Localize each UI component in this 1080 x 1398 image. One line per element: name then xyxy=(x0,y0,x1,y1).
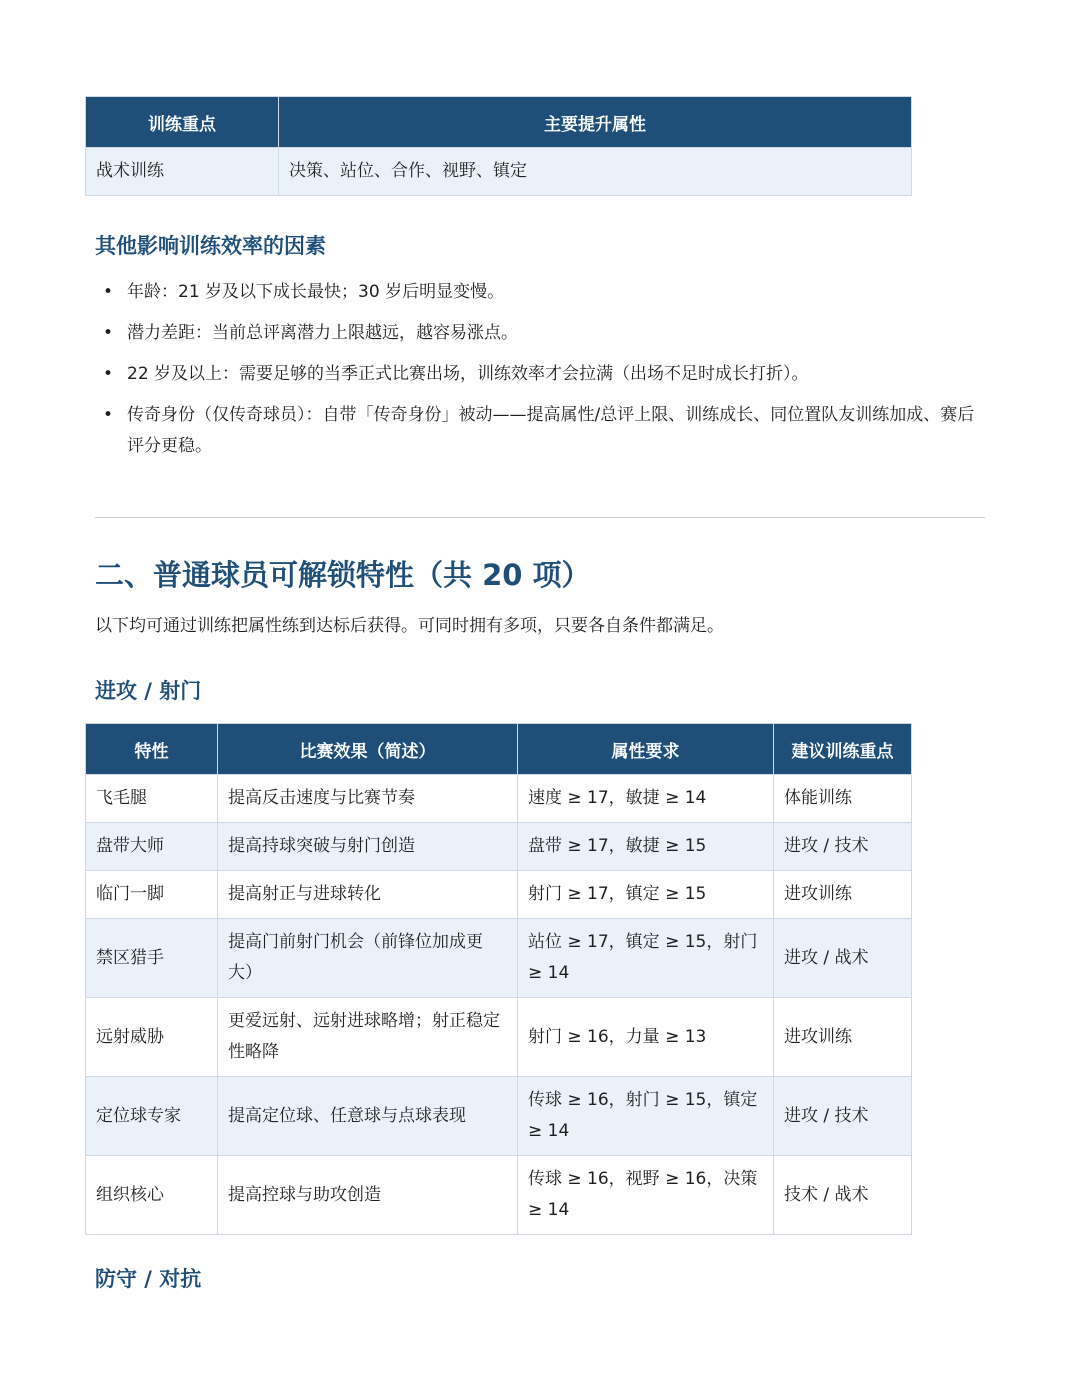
attack-heading: 进攻 / 射门 xyxy=(95,679,202,703)
attack-traits-table xyxy=(85,723,912,1235)
table-row xyxy=(86,775,912,823)
factors-list xyxy=(85,277,985,472)
trait-effect: 提高射正与进球转化 xyxy=(218,871,518,919)
trait-effect: 提高定位球、任意球与点球表现 xyxy=(218,1077,518,1156)
trait-training: 进攻训练 xyxy=(774,871,912,919)
section-divider xyxy=(95,517,985,518)
trait-name: 定位球专家 xyxy=(86,1077,218,1156)
trait-name: 临门一脚 xyxy=(86,871,218,919)
bullet: • xyxy=(103,364,114,384)
list-item-text: 潜力差距：当前总评离潜力上限越远，越容易涨点。 xyxy=(127,323,518,343)
trait-requirement: 盘带 ≥ 17，敏捷 ≥ 15 xyxy=(518,823,774,871)
trait-training: 进攻训练 xyxy=(774,998,912,1077)
trait-training: 技术 / 战术 xyxy=(774,1156,912,1235)
trait-effect: 提高反击速度与比赛节奏 xyxy=(218,775,518,823)
trait-requirement: 传球 ≥ 16，视野 ≥ 16，决策 ≥ 14 xyxy=(518,1156,774,1235)
table-row xyxy=(86,998,912,1077)
section-intro: 以下均可通过训练把属性练到达标后获得。可同时拥有多项，只要各自条件都满足。 xyxy=(95,616,724,636)
trait-name: 盘带大师 xyxy=(86,823,218,871)
document-page xyxy=(85,96,985,1291)
table-row xyxy=(86,148,912,196)
trait-name: 飞毛腿 xyxy=(86,775,218,823)
table-row xyxy=(86,919,912,998)
list-item xyxy=(85,277,985,308)
list-item xyxy=(85,359,985,390)
bullet: • xyxy=(103,323,114,343)
factors-heading: 其他影响训练效率的因素 xyxy=(95,234,326,258)
column-header: 主要提升属性 xyxy=(279,97,912,148)
trait-training: 进攻 / 战术 xyxy=(774,919,912,998)
column-header: 属性要求 xyxy=(518,724,774,775)
table-row xyxy=(86,871,912,919)
trait-training: 体能训练 xyxy=(774,775,912,823)
trait-name: 组织核心 xyxy=(86,1156,218,1235)
list-item-text: 22 岁及以上：需要足够的当季正式比赛出场，训练效率才会拉满（出场不足时成长打折）。 xyxy=(127,364,809,384)
trait-requirement: 射门 ≥ 17，镇定 ≥ 15 xyxy=(518,871,774,919)
table-cell: 战术训练 xyxy=(86,148,279,196)
bullet: • xyxy=(103,282,114,302)
trait-training: 进攻 / 技术 xyxy=(774,823,912,871)
trait-requirement: 传球 ≥ 16，射门 ≥ 15，镇定 ≥ 14 xyxy=(518,1077,774,1156)
trait-requirement: 速度 ≥ 17，敏捷 ≥ 14 xyxy=(518,775,774,823)
table-header-row xyxy=(86,724,912,775)
trait-name: 禁区猎手 xyxy=(86,919,218,998)
column-header: 特性 xyxy=(86,724,218,775)
column-header: 比赛效果（简述） xyxy=(218,724,518,775)
trait-requirement: 射门 ≥ 16，力量 ≥ 13 xyxy=(518,998,774,1077)
trait-effect: 提高持球突破与射门创造 xyxy=(218,823,518,871)
table-header-row xyxy=(86,97,912,148)
table-row xyxy=(86,1077,912,1156)
trait-requirement: 站位 ≥ 17，镇定 ≥ 15，射门 ≥ 14 xyxy=(518,919,774,998)
list-item xyxy=(85,400,985,462)
column-header: 建议训练重点 xyxy=(774,724,912,775)
list-item xyxy=(85,318,985,349)
table-cell: 决策、站位、合作、视野、镇定 xyxy=(279,148,912,196)
table-row xyxy=(86,823,912,871)
list-item-text: 传奇身份（仅传奇球员）：自带「传奇身份」被动——提高属性/总评上限、训练成长、同位置队友训练加成、赛后评分更稳。 xyxy=(127,405,975,456)
trait-training: 进攻 / 技术 xyxy=(774,1077,912,1156)
column-header: 训练重点 xyxy=(86,97,279,148)
bullet: • xyxy=(103,405,114,425)
defense-heading: 防守 / 对抗 xyxy=(95,1267,202,1291)
section-title: 二、普通球员可解锁特性（共 20 项） xyxy=(95,558,591,592)
trait-effect: 提高控球与助攻创造 xyxy=(218,1156,518,1235)
list-item-text: 年龄：21 岁及以下成长最快；30 岁后明显变慢。 xyxy=(127,282,505,302)
trait-effect: 更爱远射、远射进球略增；射正稳定性略降 xyxy=(218,998,518,1077)
trait-name: 远射威胁 xyxy=(86,998,218,1077)
table-row xyxy=(86,1156,912,1235)
trait-effect: 提高门前射门机会（前锋位加成更大） xyxy=(218,919,518,998)
training-focus-table xyxy=(85,96,912,196)
